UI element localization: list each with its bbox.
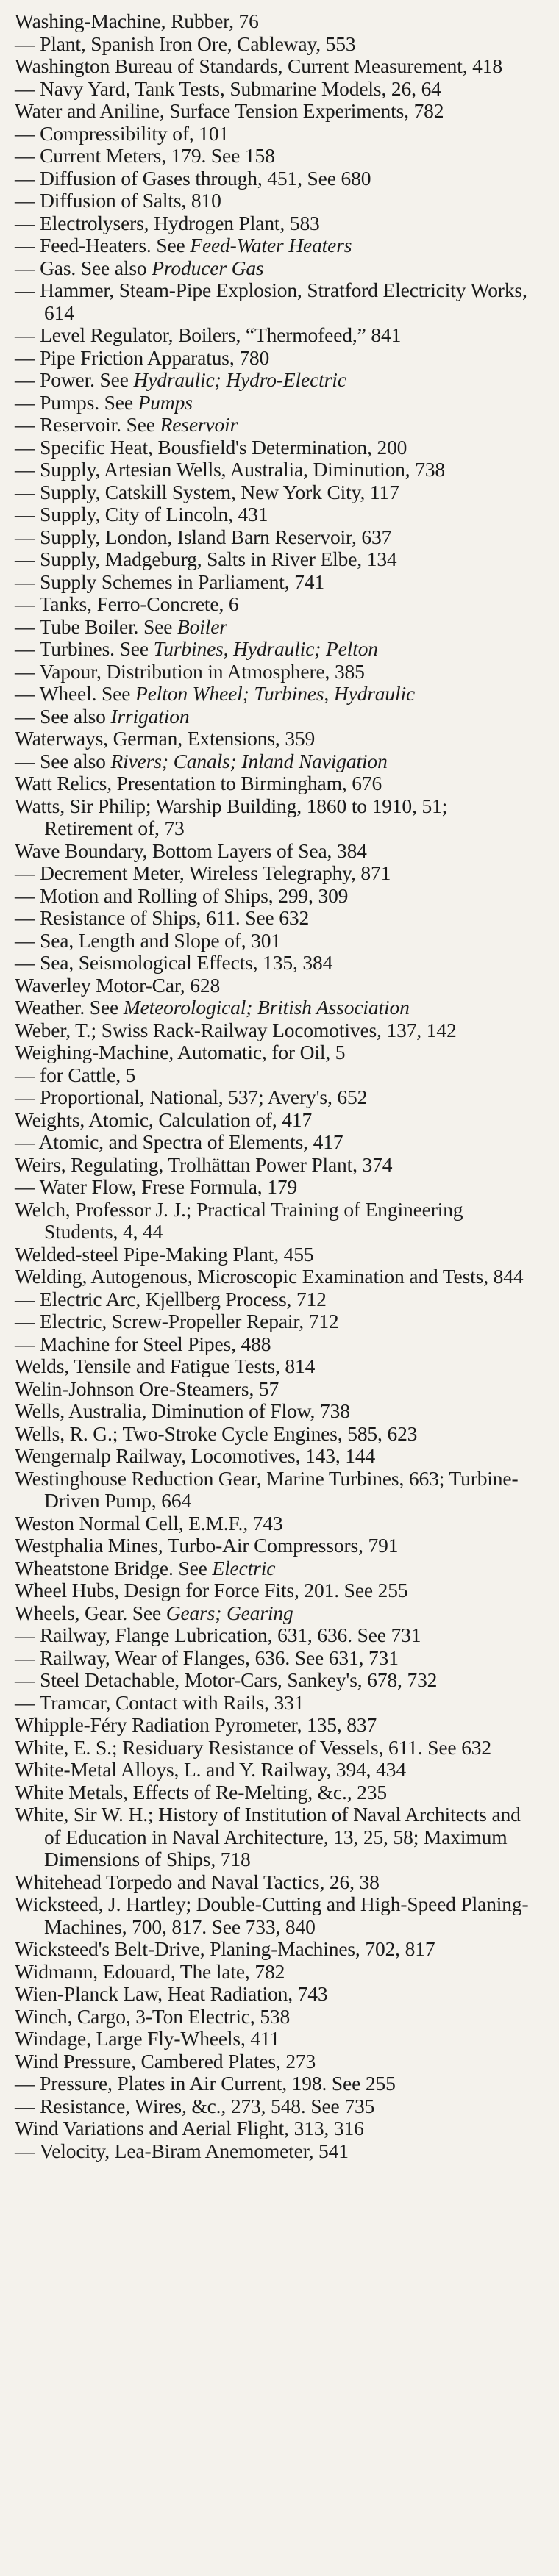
index-entry: — Electrolysers, Hydrogen Plant, 583	[15, 211, 320, 234]
index-entry: Wells, R. G.; Two-Stroke Cycle Engines, 585, 623	[15, 1421, 418, 1445]
index-entry: Wien-Planck Law, Heat Radiation, 743	[15, 1982, 328, 2005]
index-entry: — Resistance, Wires, &c., 273, 548. See 735	[15, 2094, 375, 2117]
index-entry: — Hammer, Steam-Pipe Explosion, Stratford Electricity Works, 614	[15, 279, 527, 324]
index-entry: — Tube Boiler. See Boiler	[15, 614, 227, 638]
index-entry: Washington Bureau of Standards, Current Measurement, 418	[15, 54, 502, 77]
index-entry: — for Cattle, 5	[15, 1063, 136, 1086]
index-entry: — Current Meters, 179. See 158	[15, 144, 275, 167]
index-entry: Wengernalp Railway, Locomotives, 143, 144	[15, 1444, 376, 1467]
index-entry: White, Sir W. H.; History of Institution of Naval Architects and of Education in Naval Architecture, 13, 25, 58; Maximum Dimensions of Ships, 718	[15, 1803, 521, 1870]
index-entry: — Railway, Flange Lubrication, 631, 636. See 731	[15, 1624, 421, 1646]
index-entry: — Motion and Rolling of Ships, 299, 309	[15, 883, 349, 907]
index-entry: — See also Rivers; Canals; Inland Navigation	[15, 749, 388, 772]
index-entry: — Electric Arc, Kjellberg Process, 712	[15, 1287, 327, 1310]
index-entry: Weston Normal Cell, E.M.F., 743	[15, 1511, 283, 1535]
index-entry: — Tanks, Ferro-Concrete, 6	[15, 592, 239, 615]
index-entry: Wicksteed, J. Hartley; Double-Cutting and High-Speed Planing-Machines, 700, 817. See 733, 840	[15, 1892, 529, 1938]
index-entry: Wheels, Gear. See Gears; Gearing	[15, 1601, 293, 1624]
index-entry: Westinghouse Reduction Gear, Marine Turbines, 663; Turbine-Driven Pump, 664	[15, 1466, 519, 1512]
index-entry: White, E. S.; Residuary Resistance of Vessels, 611. See 632	[15, 1735, 491, 1759]
index-entry: — Power. See Hydraulic; Hydro-Electric	[15, 368, 346, 391]
index-entry: Westphalia Mines, Turbo-Air Compressors, 791	[15, 1534, 399, 1557]
index-entry: — Reservoir. See Reservoir	[15, 413, 238, 436]
index-entry: Welds, Tensile and Fatigue Tests, 814	[15, 1355, 316, 1377]
index-entry: Windage, Large Fly-Wheels, 411	[15, 2027, 280, 2050]
index-entry: — Pipe Friction Apparatus, 780	[15, 345, 270, 369]
index-entry: — Supply, London, Island Barn Reservoir, 637	[15, 525, 392, 548]
index-entry: — Railway, Wear of Flanges, 636. See 631, 731	[15, 1646, 399, 1669]
index-entry: — Pressure, Plates in Air Current, 198. See 255	[15, 2072, 396, 2095]
index-entry: Washing-Machine, Rubber, 76	[15, 10, 259, 32]
index-entry: Welin-Johnson Ore-Steamers, 57	[15, 1377, 280, 1400]
index-entry: — Machine for Steel Pipes, 488	[15, 1332, 271, 1355]
index-entry: — Tramcar, Contact with Rails, 331	[15, 1690, 305, 1714]
index-entry: Water and Aniline, Surface Tension Experiments, 782	[15, 99, 444, 122]
index-entry: — Atomic, and Spectra of Elements, 417	[15, 1130, 343, 1153]
index-entry: Whipple-Féry Radiation Pyrometer, 135, 837	[15, 1713, 377, 1736]
index-entry: Waverley Motor-Car, 628	[15, 973, 221, 997]
index-entry: Weights, Atomic, Calculation of, 417	[15, 1108, 313, 1131]
index-entry: — Supply, Artesian Wells, Australia, Diminution, 738	[15, 458, 446, 481]
index-entry: — Pumps. See Pumps	[15, 390, 193, 414]
index-entry: — Plant, Spanish Iron Ore, Cableway, 553	[15, 32, 356, 55]
index-entry: Watts, Sir Philip; Warship Building, 1860 to 1910, 51; Retirement of, 73	[15, 794, 448, 839]
index-entry: — Sea, Length and Slope of, 301	[15, 928, 281, 952]
index-entry: Whitehead Torpedo and Naval Tactics, 26, 38	[15, 1870, 380, 1893]
index-entry: Wells, Australia, Diminution of Flow, 738	[15, 1399, 350, 1422]
index-entry: Watt Relics, Presentation to Birmingham, 676	[15, 772, 382, 794]
index-entry: Welch, Professor J. J.; Practical Training of Engineering Students, 4, 44	[15, 1197, 463, 1243]
index-entry: — Compressibility of, 101	[15, 121, 229, 145]
index-entry: White-Metal Alloys, L. and Y. Railway, 394, 434	[15, 1758, 406, 1781]
index-entry: Wind Variations and Aerial Flight, 313, 316	[15, 2117, 364, 2139]
index-entry: — Gas. See also Producer Gas	[15, 256, 264, 279]
index-entry: White Metals, Effects of Re-Melting, &c., 235	[15, 1780, 387, 1804]
index-entry: Weighing-Machine, Automatic, for Oil, 5	[15, 1041, 346, 1063]
index-entry: — Diffusion of Salts, 810	[15, 189, 221, 212]
index-entry: — Supply, Catskill System, New York City, 117	[15, 480, 399, 503]
index-entry: — Vapour, Distribution in Atmosphere, 385	[15, 659, 365, 683]
index-entry: — Level Regulator, Boilers, “Thermofeed,” 841	[15, 323, 402, 346]
index-entry: Welded-steel Pipe-Making Plant, 455	[15, 1242, 314, 1266]
index-entry: Widmann, Edouard, The late, 782	[15, 1959, 285, 1983]
index-entry: — Electric, Screw-Propeller Repair, 712	[15, 1310, 339, 1332]
index-entry: Wind Pressure, Cambered Plates, 273	[15, 2049, 316, 2073]
index-entry: — Water Flow, Frese Formula, 179	[15, 1175, 298, 1198]
index-entry: — Turbines. See Turbines, Hydraulic; Pelton	[15, 637, 378, 660]
index-entry: — Velocity, Lea-Biram Anemometer, 541	[15, 2139, 349, 2162]
index-entry: Welding, Autogenous, Microscopic Examination and Tests, 844	[15, 1265, 524, 1288]
index-entry: — Navy Yard, Tank Tests, Submarine Models, 26, 64	[15, 76, 441, 100]
index-entry: — Diffusion of Gases through, 451, See 680	[15, 166, 371, 190]
index-entry: — Steel Detachable, Motor-Cars, Sankey's, 678, 732	[15, 1668, 438, 1691]
index-entry: — Supply, City of Lincoln, 431	[15, 503, 268, 525]
index-entry: Waterways, German, Extensions, 359	[15, 727, 316, 750]
index-entry: Winch, Cargo, 3-Ton Electric, 538	[15, 2004, 291, 2028]
index-entry: — Resistance of Ships, 611. See 632	[15, 906, 310, 929]
index-entry: — See also Irrigation	[15, 704, 190, 728]
index-entry: — Decrement Meter, Wireless Telegraphy, 871	[15, 861, 391, 884]
index-entry: Wheel Hubs, Design for Force Fits, 201. See 255	[15, 1579, 408, 1601]
index-entry: Wheatstone Bridge. See Electric	[15, 1556, 276, 1579]
index-entry: — Supply Schemes in Parliament, 741	[15, 570, 324, 593]
index-entry: — Feed-Heaters. See Feed-Water Heaters	[15, 234, 352, 256]
index-entry: Wave Boundary, Bottom Layers of Sea, 384	[15, 839, 367, 862]
index-entry: Weather. See Meteorological; British Association	[15, 996, 410, 1019]
index-entry: — Sea, Seismological Effects, 135, 384	[15, 951, 333, 974]
index-entry: — Wheel. See Pelton Wheel; Turbines, Hydraulic	[15, 682, 416, 705]
index-entry: Weirs, Regulating, Trolhättan Power Plant, 374	[15, 1152, 393, 1176]
index-entry: — Proportional, National, 537; Avery's, 652	[15, 1086, 368, 1108]
index-entry: — Specific Heat, Bousfield's Determination, 200	[15, 435, 407, 459]
index-entry-list	[15, 10, 538, 2162]
index-entry: Wicksteed's Belt-Drive, Planing-Machines, 702, 817	[15, 1937, 435, 1960]
index-entry: Weber, T.; Swiss Rack-Railway Locomotives, 137, 142	[15, 1018, 457, 1041]
index-entry: — Supply, Madgeburg, Salts in River Elbe, 134	[15, 548, 397, 570]
